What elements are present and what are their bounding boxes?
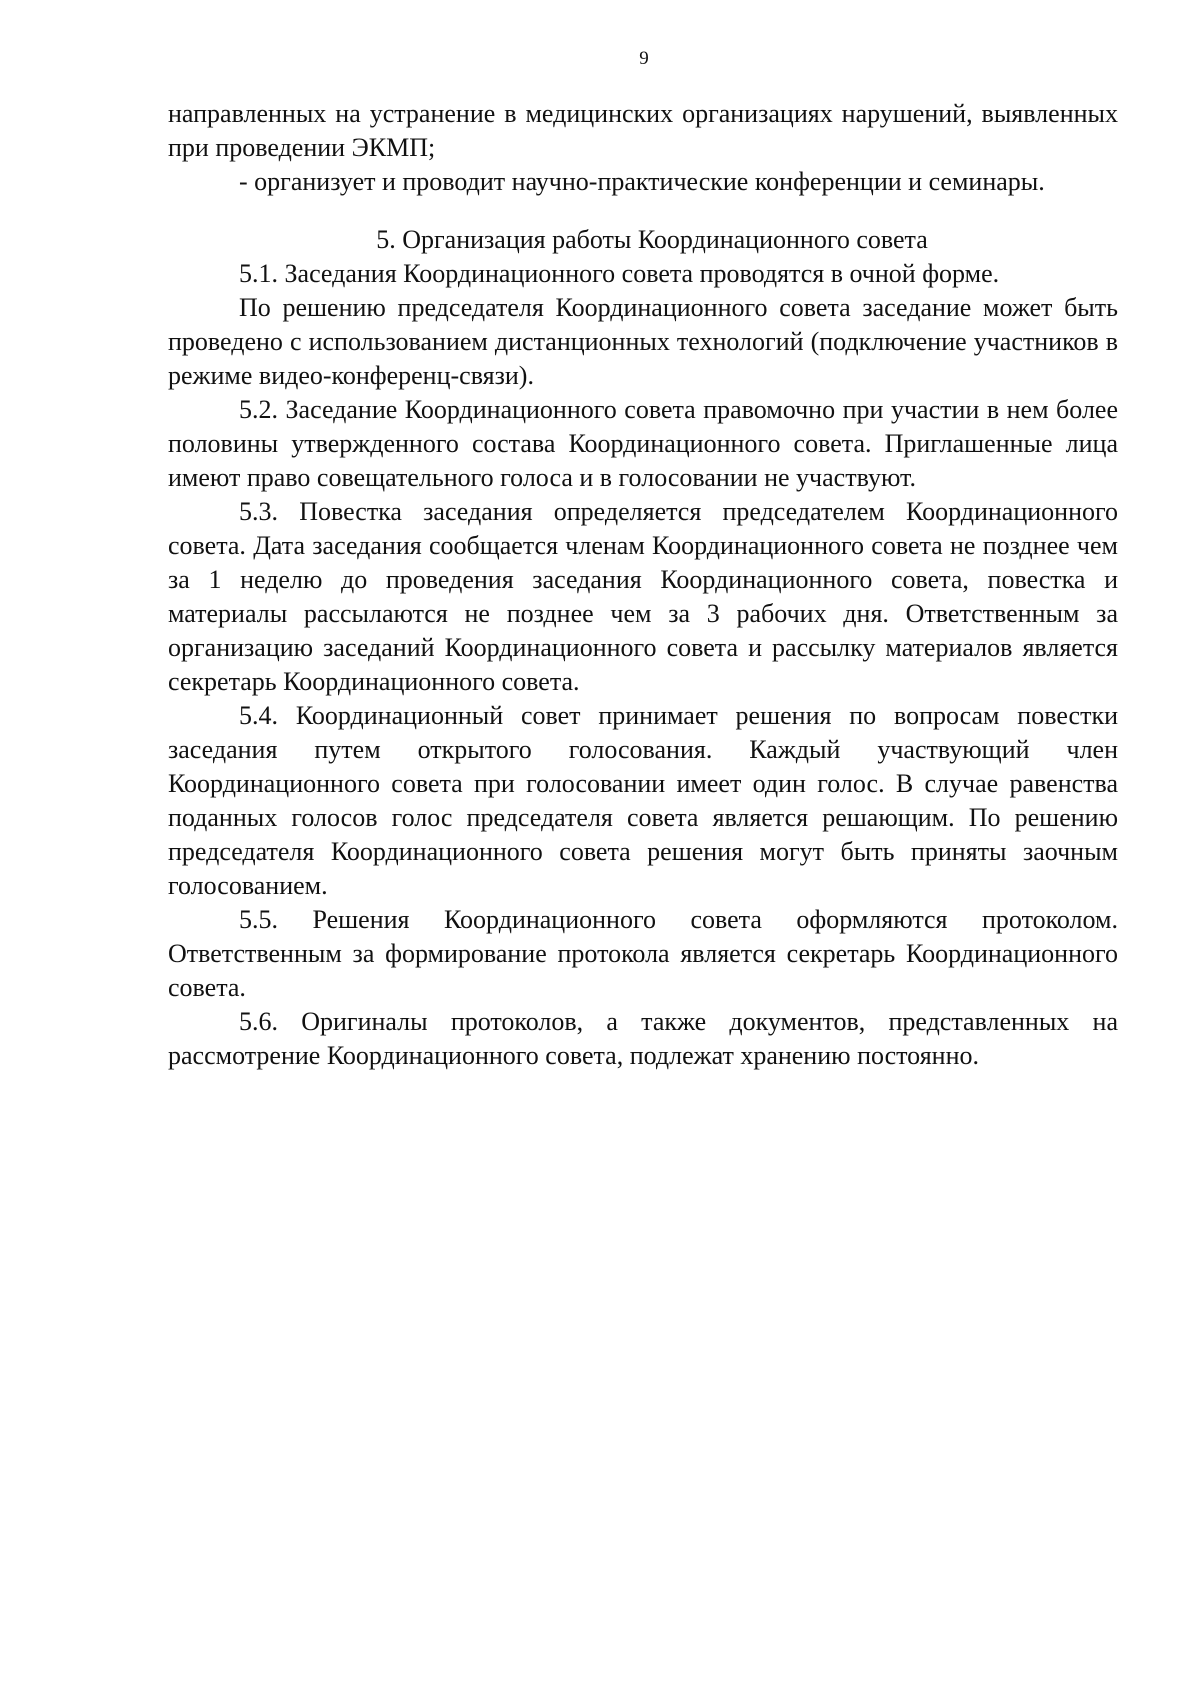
page-number: 9 — [639, 48, 649, 69]
paragraph-5-1: 5.1. Заседания Координационного совета проводятся в очной форме. — [239, 259, 1000, 288]
section-heading: 5. Организация работы Координационного совета — [376, 225, 928, 254]
list-item-conferences: - организует и проводит научно-практические конференции и семинары. — [239, 167, 1045, 196]
paragraph-5-3: 5.3. Повестка заседания определяется председателем Координационного совета. Дата заседания сообщается членам Координационного совета не позднее чем за 1 неделю до проведения заседания Координационного совета, повестка и материалы рассылаются не позднее чем за 3 рабочих дня. Ответственным за организацию заседаний Координационного совета и рассылку материалов является секретарь Координационного совета. — [168, 497, 1118, 696]
document-body — [168, 97, 1118, 1073]
paragraph-5-4: 5.4. Координационный совет принимает решения по вопросам повестки заседания путем открытого голосования. Каждый участвующий член Координационного совета при голосовании имеет один голос. В случае равенства поданных голосов голос председателя совета является решающим. По решению председателя Координационного совета решения могут быть приняты заочным голосованием. — [168, 701, 1118, 900]
paragraph-5-2: 5.2. Заседание Координационного совета правомочно при участии в нем более половины утвержденного состава Координационного совета. Приглашенные лица имеют право совещательного голоса и в голосовании не участвуют. — [168, 395, 1118, 492]
paragraph-continuation: направленных на устранение в медицинских организациях нарушений, выявленных при проведении ЭКМП; — [168, 99, 1118, 162]
paragraph-5-5: 5.5. Решения Координационного совета оформляются протоколом. Ответственным за формирование протокола является секретарь Координационного совета. — [168, 905, 1118, 1002]
paragraph-remote-meeting: По решению председателя Координационного совета заседание может быть проведено с использованием дистанционных технологий (подключение участников в режиме видео-конференц-связи). — [168, 293, 1118, 390]
paragraph-5-6: 5.6. Оригиналы протоколов, а также документов, представленных на рассмотрение Координационного совета, подлежат хранению постоянно. — [168, 1007, 1118, 1070]
